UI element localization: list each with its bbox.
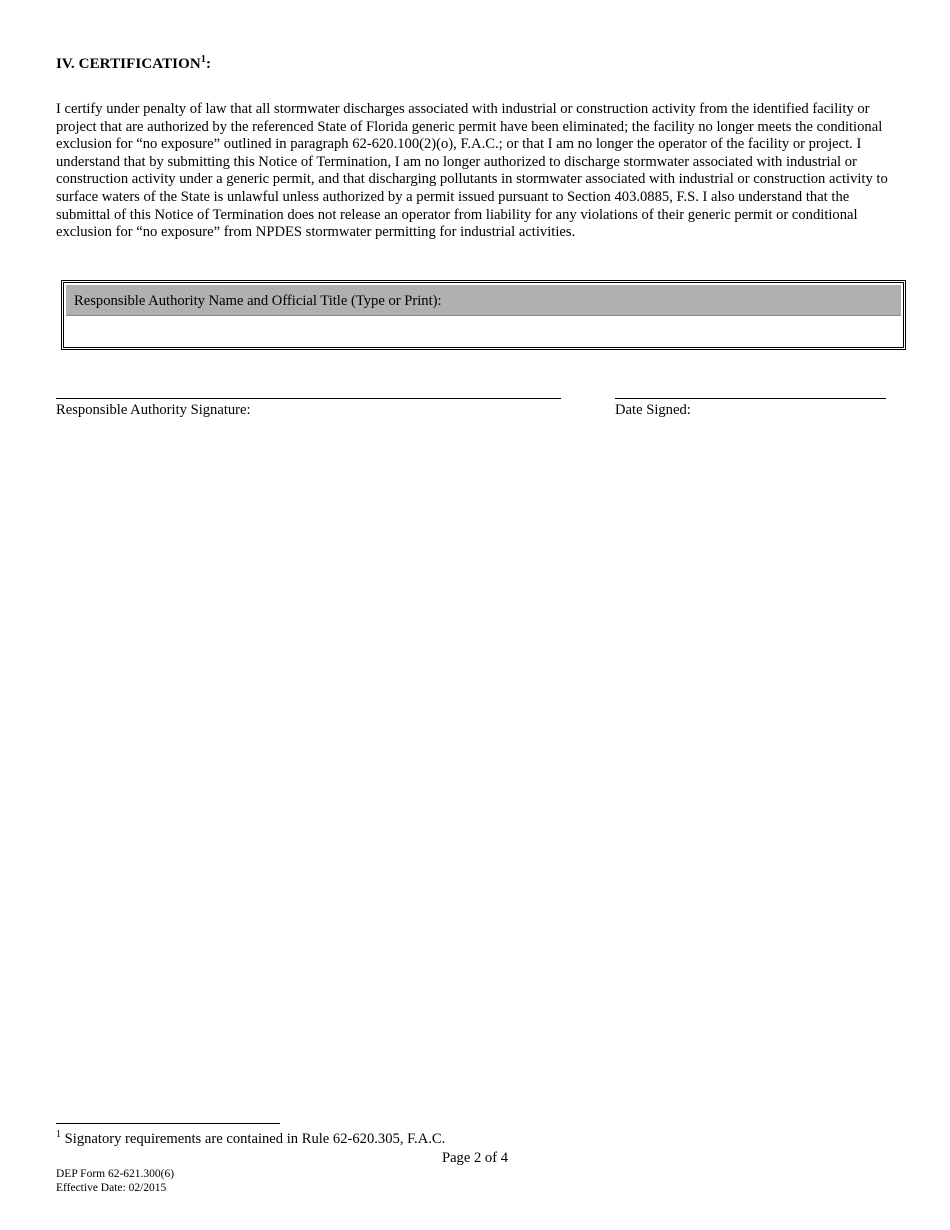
responsible-authority-box: [61, 280, 906, 350]
authority-name-title-label: Responsible Authority Name and Official Title (Type or Print):: [74, 293, 442, 309]
footnote-reference[interactable]: 1: [200, 54, 206, 65]
signature-label: Responsible Authority Signature:: [56, 402, 251, 418]
footnote-marker: 1: [56, 1129, 61, 1141]
certification-statement: I certify under penalty of law that all stormwater discharges associated with industrial or construction activity from the identified facility or project that are authorized by the referenced State of Florida generic permit have been eliminated; the facility no longer meets the conditional exclusion for “no exposure” outlined in paragraph 62-620.100(2)(o), F.A.C.; or that I am no longer the operator of the facility or project. I understand that by submitting this Notice of Termination, I am no longer authorized to discharge stormwater associated with industrial or construction activity under a generic permit, and that discharging pollutants in stormwater associated with industrial or construction activity to surface waters of the State is unlawful unless authorized by a permit issued pursuant to Section 403.0885, F.S. I also understand that the submittal of this Notice of Termination does not release an operator from liability for any violations of their generic permit or conditional exclusion for “no exposure” from NPDES stormwater permitting for industrial activities.: [56, 101, 888, 241]
section-heading: IV. CERTIFICATION$^1$:: [56, 54, 212, 72]
effective-date: Effective Date: 02/2015: [56, 1182, 167, 1194]
footnote-text: Signatory requirements are contained in Rule 62-620.305, F.A.C.: [61, 1131, 446, 1147]
authority-label-row: [66, 285, 901, 316]
signature-line[interactable]: [56, 398, 561, 399]
form-identification: [56, 1167, 174, 1195]
date-signed-label: Date Signed:: [615, 402, 691, 418]
page-number: Page 2 of 4: [441, 1150, 509, 1166]
authority-name-title-field[interactable]: [66, 317, 901, 345]
footnote: [56, 1131, 445, 1148]
form-number: DEP Form 62-621.300(6): [56, 1168, 175, 1180]
footnote-divider: [56, 1123, 280, 1124]
date-signed-line[interactable]: [615, 398, 886, 399]
